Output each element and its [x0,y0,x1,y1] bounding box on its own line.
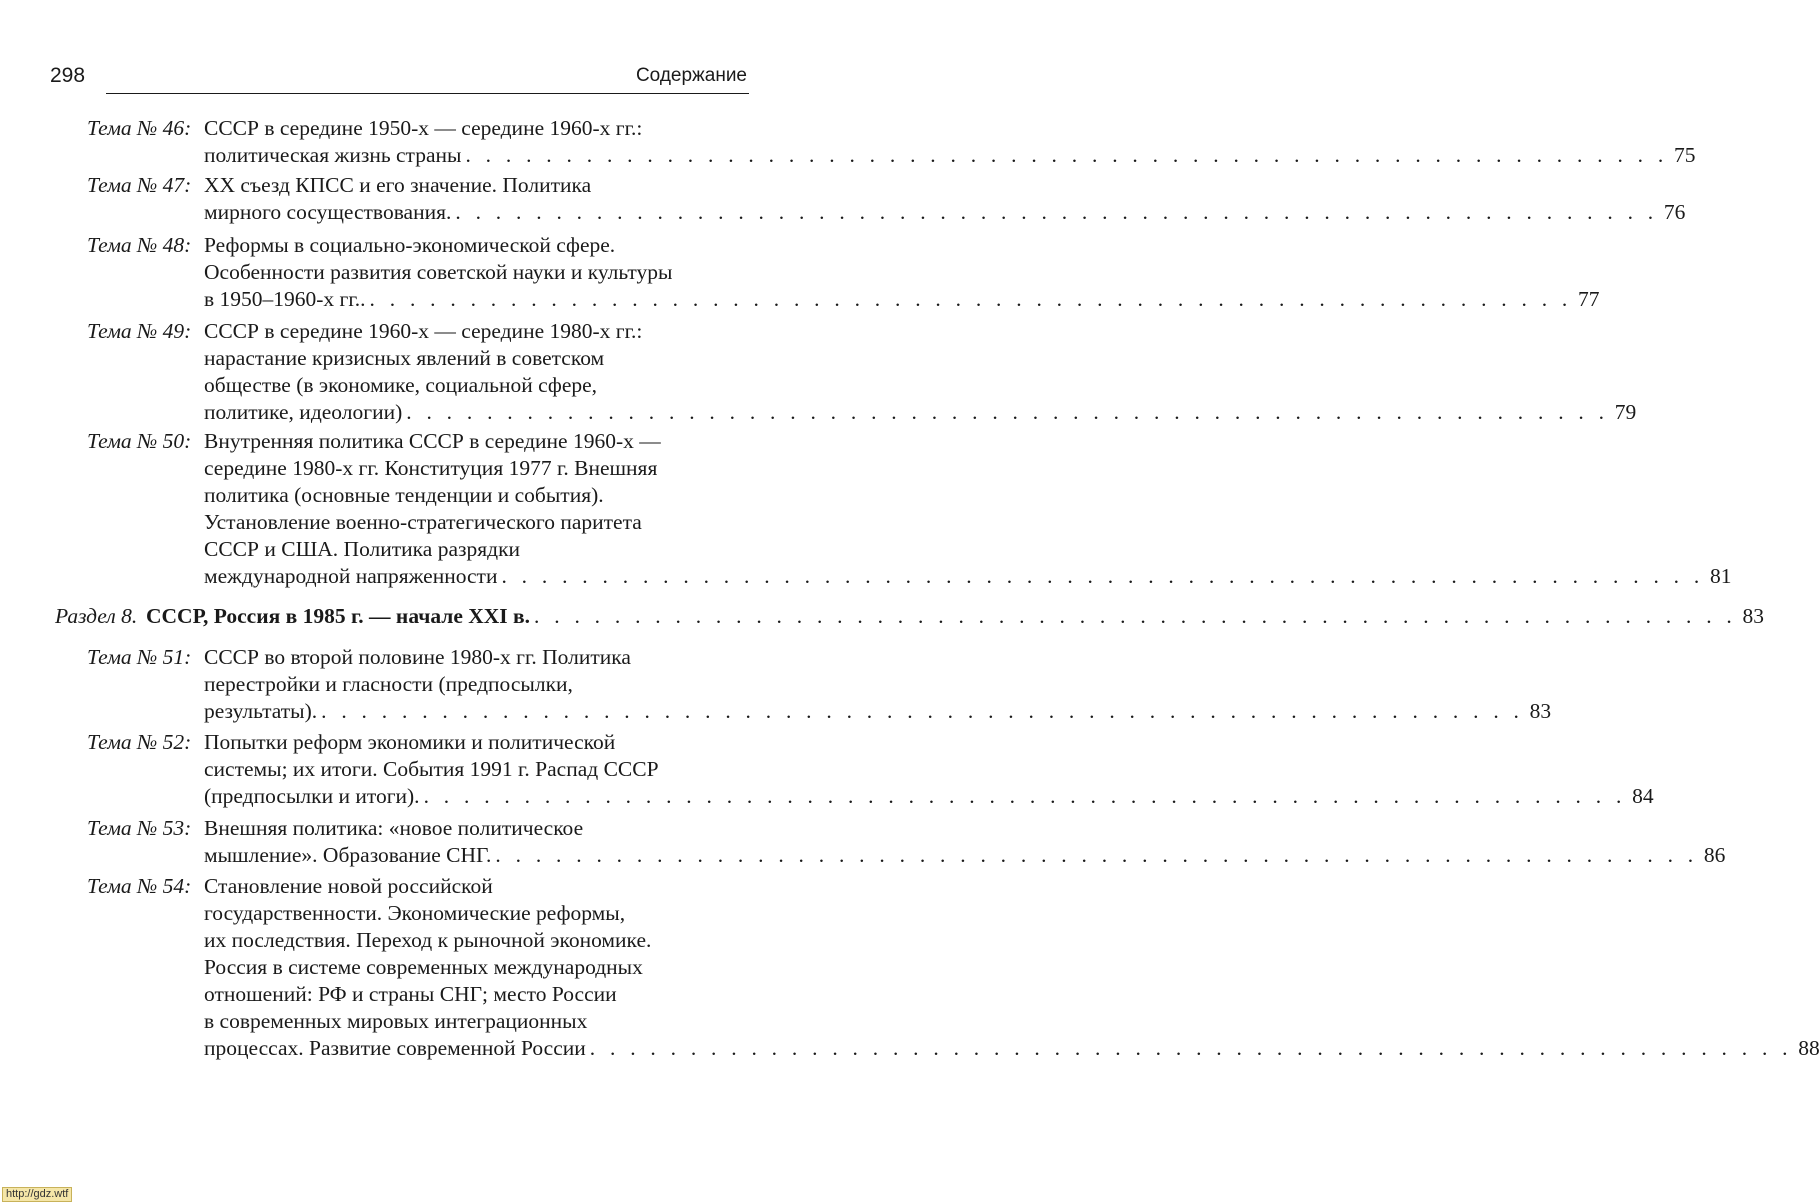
entry-text [204,729,1654,810]
entry-line: СССР в середине 1950-х — середине 1960-х гг.: [204,116,643,140]
watermark-link[interactable]: http://gdz.wtf [2,1187,72,1202]
header-rule [106,93,749,94]
page-ref: 83 [1742,604,1765,628]
entry-last-line [204,399,1637,426]
entry-line: СССР в середине 1960-х — середине 1980-х гг.: [204,319,643,343]
topic-label: Тема № 46: [87,116,192,140]
dot-leader: . . . . . . . . . . . . . . . . . . . . . . . . . . . . . . . . . . . . . . . . . . . . . . . . . . . . . . . . . . . . [465,143,1668,167]
entry-line: их последствия. Переход к рыночной экономике. [204,928,652,952]
dot-leader: . . . . . . . . . . . . . . . . . . . . . . . . . . . . . . . . . . . . . . . . . . . . . . . . . . . . . . . . . . . . [369,287,1573,311]
entry-text [204,644,1552,725]
entry-text [204,232,1600,313]
entry-last-line [204,142,1696,169]
entry-line: государственности. Экономические реформы, [204,901,626,925]
entry-line: Становление новой российской [204,874,493,898]
entry-line: XX съезд КПСС и его значение. Политика [204,173,592,197]
entry-text [204,428,1732,590]
entry-line: международной напряженности [204,564,498,588]
entry-line: Россия в системе современных международных [204,955,643,979]
entry-text [204,172,1686,226]
entry-line: отношений: РФ и страны СНГ; место России [204,982,617,1006]
page-ref: 81 [1709,564,1732,588]
entry-line: системы; их итоги. События 1991 г. Распад СССР [204,757,659,781]
dot-leader: . . . . . . . . . . . . . . . . . . . . . . . . . . . . . . . . . . . . . . . . . . . . . . . . . . . . . . . . . . . . [589,1036,1793,1060]
entry-line: середине 1980-х гг. Конституция 1977 г. Внешняя [204,456,658,480]
topic-label: Тема № 52: [87,730,192,754]
dot-leader: . . . . . . . . . . . . . . . . . . . . . . . . . . . . . . . . . . . . . . . . . . . . . . . . . . . . . . . . . . . . [423,784,1627,808]
entry-last-line [204,1035,1820,1062]
dot-leader: . . . . . . . . . . . . . . . . . . . . . . . . . . . . . . . . . . . . . . . . . . . . . . . . . . . . . . . . . . . . [321,699,1524,723]
entry-line: нарастание кризисных явлений в советском [204,346,605,370]
page-ref: 86 [1703,843,1726,867]
page-ref: 83 [1529,699,1552,723]
entry-line: в 1950–1960-х гг.. [204,287,366,311]
entry-line: обществе (в экономике, социальной сфере, [204,373,598,397]
dot-leader: . . . . . . . . . . . . . . . . . . . . . . . . . . . . . . . . . . . . . . . . . . . . . . . . . . . . . . . . . . . . [406,400,1609,424]
entry-line: в современных мировых интеграционных [204,1009,588,1033]
section-label: Раздел 8. [55,604,138,628]
entry-line: процессах. Развитие современной России [204,1036,586,1060]
entry-line: СССР, Россия в 1985 г. — начале XXI в. [146,604,531,628]
entry-last-line [204,698,1552,725]
page-ref: 84 [1632,784,1654,808]
page-number: 298 [50,64,86,87]
page-ref: 75 [1673,143,1696,167]
dot-leader: . . . . . . . . . . . . . . . . . . . . . . . . . . . . . . . . . . . . . . . . . . . . . . . . . . . . . . . . . . . . [495,843,1698,867]
entry-last-line [204,286,1600,313]
entry-line: мышление». Образование СНГ. [204,843,492,867]
entry-text [204,318,1637,426]
topic-label: Тема № 50: [87,429,192,453]
topic-label: Тема № 51: [87,645,192,669]
entry-line: Попытки реформ экономики и политической [204,730,616,754]
page-ref: 76 [1663,200,1686,224]
page-ref: 77 [1578,287,1600,311]
entry-line: политическая жизнь страны [204,143,462,167]
topic-label: Тема № 49: [87,319,192,343]
entry-line: Внешняя политика: «новое политическое [204,816,584,840]
entry-last-line [204,842,1726,869]
entry-text [204,815,1726,869]
entry-line: Установление военно-стратегического паритета [204,510,642,534]
entry-line: перестройки и гласности (предпосылки, [204,672,573,696]
entry-last-line [204,783,1654,810]
dot-leader: . . . . . . . . . . . . . . . . . . . . . . . . . . . . . . . . . . . . . . . . . . . . . . . . . . . . . . . . . . . . [534,604,1737,628]
entry-line: СССР и США. Политика разрядки [204,537,521,561]
page-ref: 79 [1614,400,1637,424]
entry-line: Внутренняя политика СССР в середине 1960-х — [204,429,661,453]
running-title: Содержание [635,65,747,86]
entry-line: Особенности развития советской науки и культуры [204,260,673,284]
entry-last-line [204,563,1732,590]
dot-leader: . . . . . . . . . . . . . . . . . . . . . . . . . . . . . . . . . . . . . . . . . . . . . . . . . . . . . . . . . . . . [455,200,1658,224]
topic-label: Тема № 54: [87,874,192,898]
entry-text [146,603,1765,630]
page-ref: 88 [1798,1036,1820,1060]
entry-line: политика (основные тенденции и события). [204,483,604,507]
entry-line: (предпосылки и итоги). [204,784,420,808]
topic-label: Тема № 47: [87,173,192,197]
entry-line: мирного сосуществования. [204,200,452,224]
dot-leader: . . . . . . . . . . . . . . . . . . . . . . . . . . . . . . . . . . . . . . . . . . . . . . . . . . . . . . . . . . . . [501,564,1704,588]
entry-last-line [146,603,1765,630]
entry-line: политике, идеологии) [204,400,403,424]
topic-label: Тема № 48: [87,233,192,257]
entry-text [204,115,1696,169]
entry-line: результаты). [204,699,318,723]
topic-label: Тема № 53: [87,816,192,840]
entry-line: Реформы в социально-экономической сфере. [204,233,616,257]
entry-line: СССР во второй половине 1980-х гг. Политика [204,645,631,669]
entry-text [204,873,1820,1062]
entry-last-line [204,199,1686,226]
